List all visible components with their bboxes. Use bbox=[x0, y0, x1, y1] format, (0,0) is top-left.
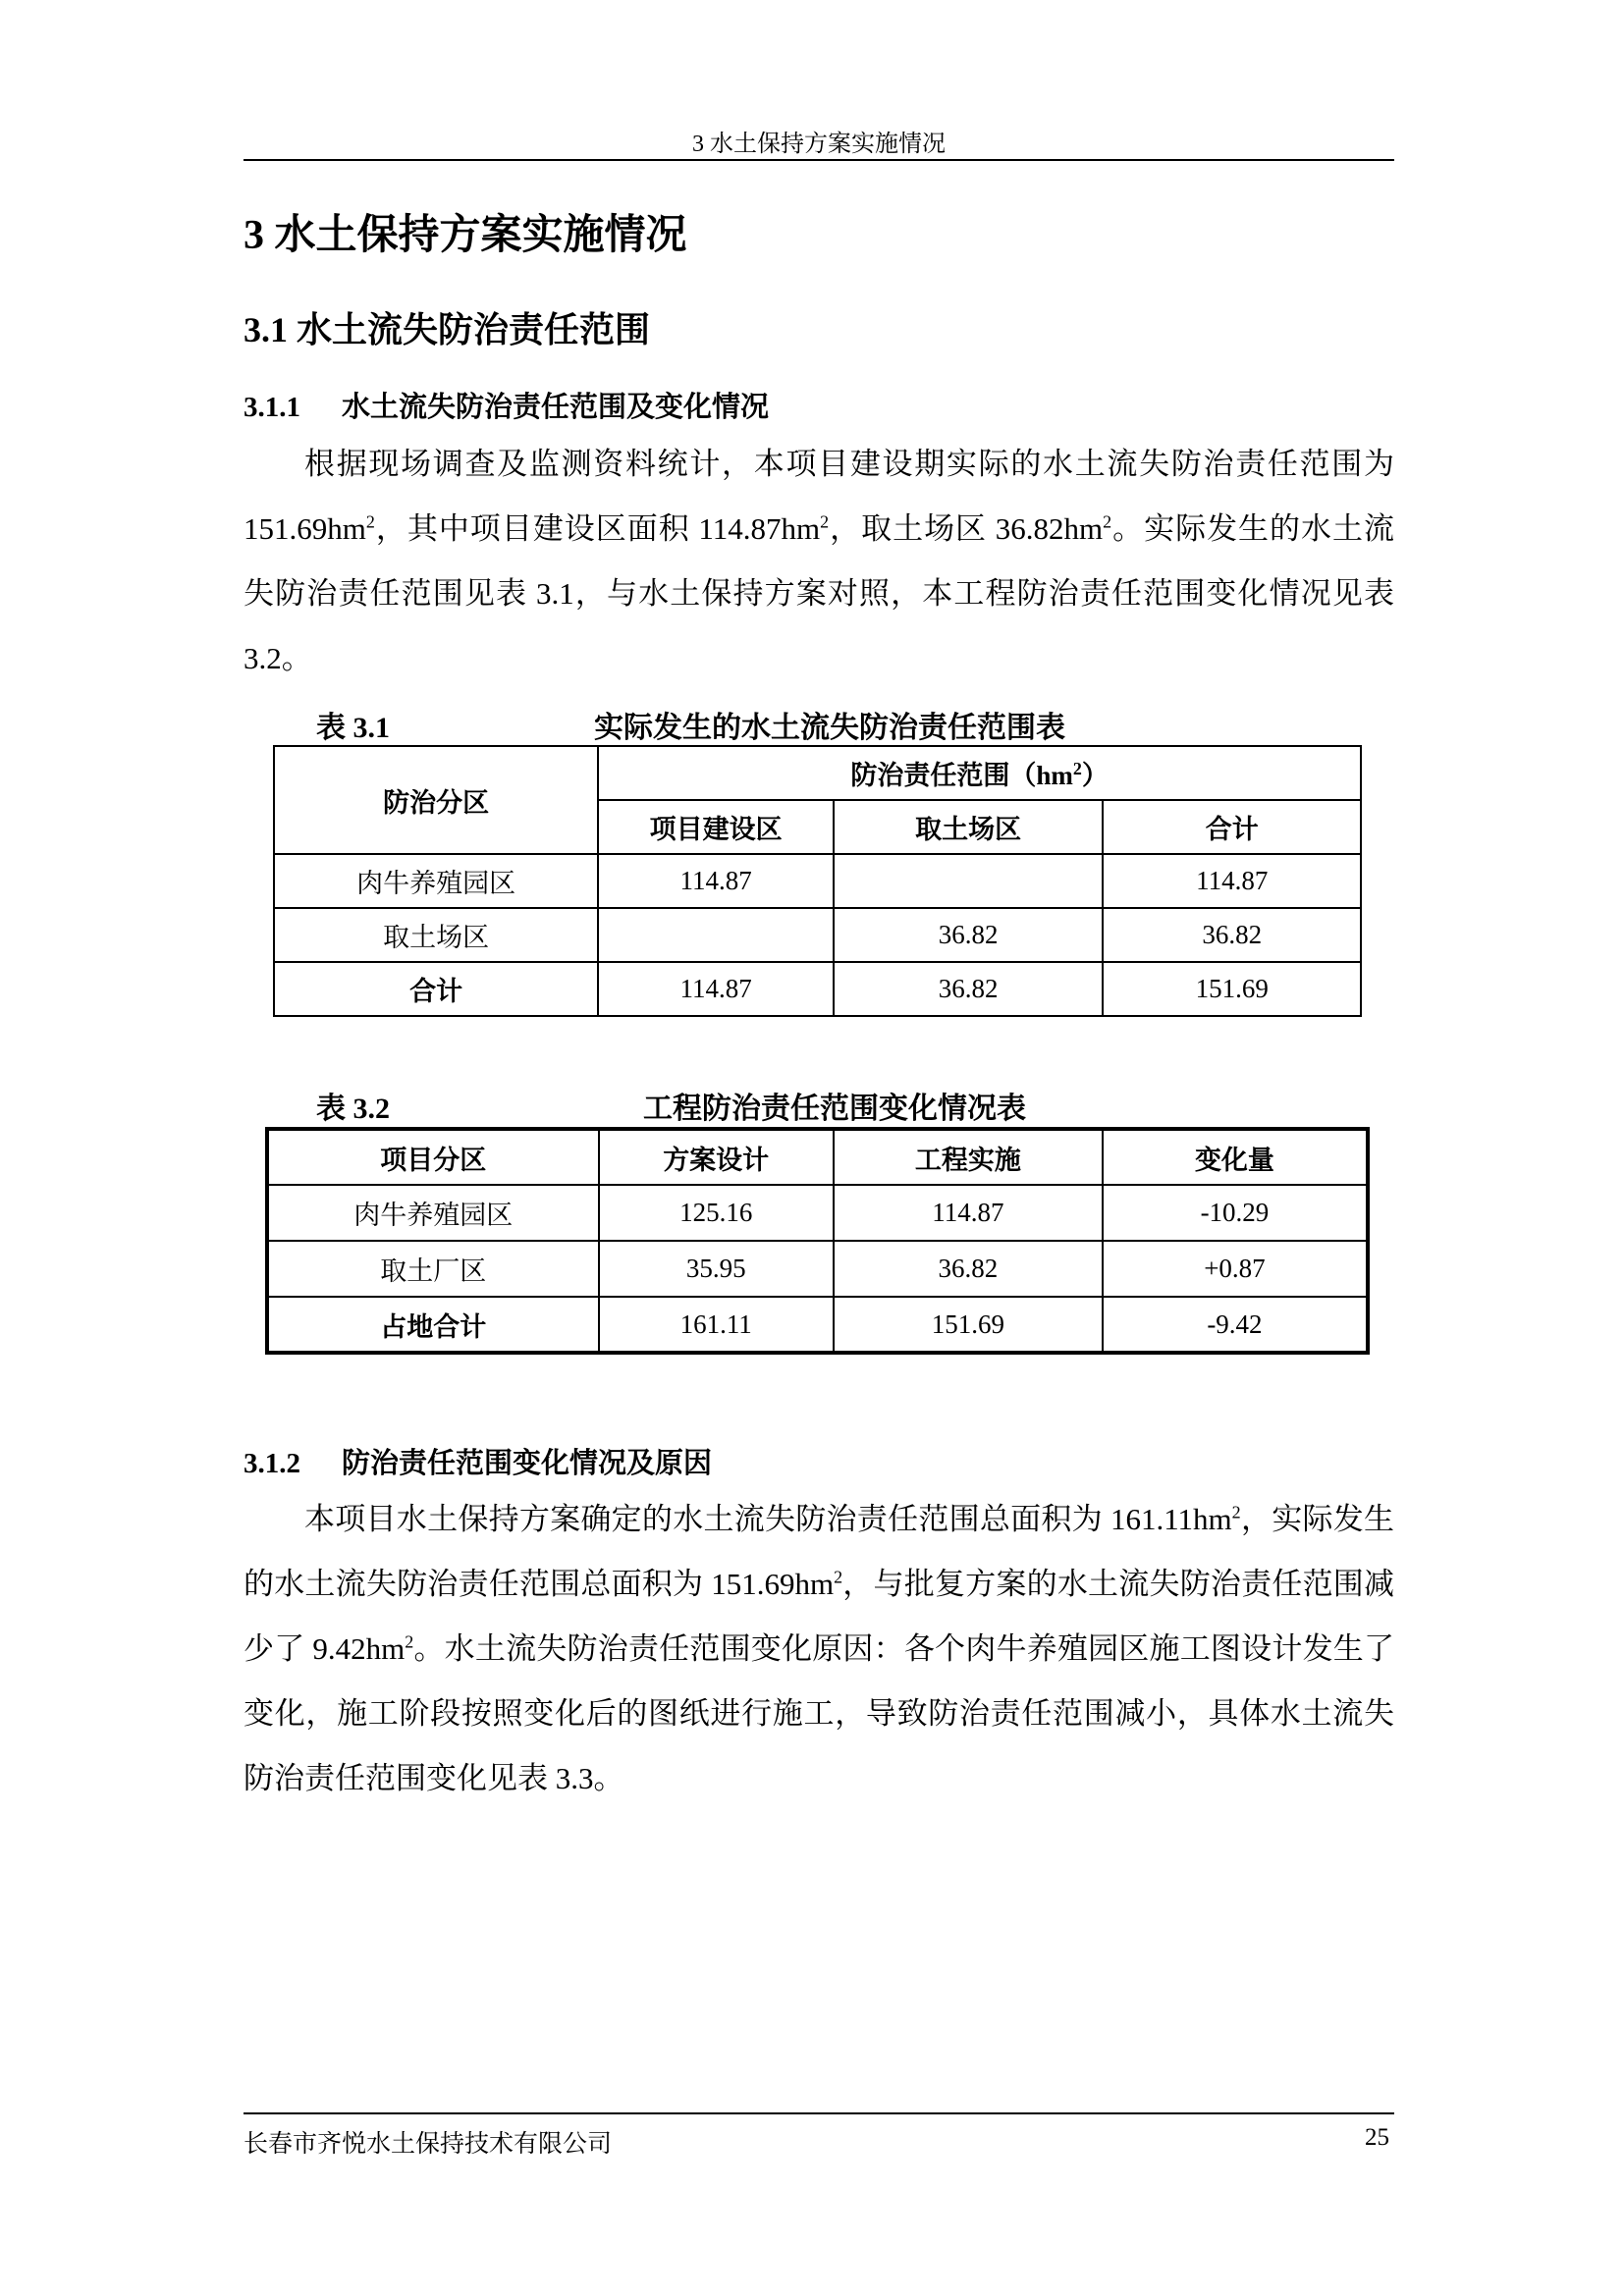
text: 。水土流失防治责任范围变化原因：各个肉牛养殖园区施工图设计发生了变化，施工阶段按照变化后的图纸进行施工，导致防治责任范围减小，具体水土流失防治责任范围变化见表 3.3。 bbox=[244, 1631, 1394, 1795]
cell: 151.69 bbox=[1103, 962, 1361, 1016]
cell: 114.87 bbox=[598, 854, 834, 908]
sup: 2 bbox=[1231, 1502, 1241, 1522]
col-header: 项目建设区 bbox=[598, 800, 834, 854]
table-row bbox=[274, 908, 1361, 962]
table-3-1-title: 实际发生的水土流失防治责任范围表 bbox=[594, 712, 1065, 744]
col-header: 项目分区 bbox=[267, 1129, 599, 1185]
chapter-title: 3 水土保持方案实施情况 bbox=[244, 213, 687, 258]
cell: -10.29 bbox=[1103, 1185, 1368, 1241]
cell bbox=[834, 854, 1104, 908]
text: ，其中项目建设区面积 114.87hm bbox=[374, 511, 821, 546]
subsection-label: 防治责任范围变化情况及原因 bbox=[342, 1448, 713, 1479]
cell: 肉牛养殖园区 bbox=[267, 1185, 599, 1241]
table-3-1-number: 表 3.1 bbox=[316, 712, 390, 744]
table-3-2-title: 工程防治责任范围变化情况表 bbox=[643, 1093, 1026, 1125]
cell: 取土场区 bbox=[274, 908, 598, 962]
cell: 125.16 bbox=[599, 1185, 834, 1241]
cell: 36.82 bbox=[834, 962, 1104, 1016]
table-row bbox=[267, 1241, 1368, 1297]
header-zone: 防治分区 bbox=[274, 746, 598, 854]
subsection-title-3-1-1 bbox=[244, 385, 769, 425]
cell: 114.87 bbox=[834, 1185, 1103, 1241]
cell: -9.42 bbox=[1103, 1297, 1368, 1353]
subsection-number: 3.1.2 bbox=[244, 1448, 300, 1479]
table-row bbox=[274, 962, 1361, 1016]
running-header: 3 水土保持方案实施情况 bbox=[692, 132, 946, 157]
subsection-label: 水土流失防治责任范围及变化情况 bbox=[342, 392, 770, 423]
cell: 151.69 bbox=[834, 1297, 1103, 1353]
sup: 2 bbox=[405, 1631, 414, 1652]
table-3-2-number: 表 3.2 bbox=[316, 1093, 390, 1125]
cell: 取土厂区 bbox=[267, 1241, 599, 1297]
text: ，实际发生的水土流失防治责任范围总面积为 151.69hm bbox=[244, 1502, 1395, 1601]
cell: 114.87 bbox=[598, 962, 834, 1016]
table-row bbox=[267, 1297, 1368, 1353]
col-header: 方案设计 bbox=[599, 1129, 834, 1185]
sup: 2 bbox=[834, 1567, 843, 1587]
page-number: 25 bbox=[1365, 2124, 1389, 2151]
footer-rule bbox=[244, 2112, 1394, 2114]
subsection-title-3-1-2 bbox=[244, 1441, 712, 1481]
text: 本项目水土保持方案确定的水土流失防治责任范围总面积为 161.11hm bbox=[304, 1502, 1232, 1536]
cell bbox=[598, 908, 834, 962]
header-rule bbox=[244, 159, 1394, 161]
sup: 2 bbox=[1103, 511, 1112, 532]
text: ，与批复方案的水土流失防治责任范围减少了 9.42hm bbox=[244, 1567, 1394, 1666]
cell: 161.11 bbox=[599, 1297, 834, 1353]
text: ，取土场区 36.82hm bbox=[829, 511, 1104, 546]
cell: 肉牛养殖园区 bbox=[274, 854, 598, 908]
footer-company: 长春市齐悦水土保持技术有限公司 bbox=[244, 2131, 613, 2158]
col-header: 合计 bbox=[1103, 800, 1361, 854]
cell: 合计 bbox=[274, 962, 598, 1016]
sup: 2 bbox=[820, 511, 830, 532]
subsection-number: 3.1.1 bbox=[244, 392, 300, 423]
cell: 36.82 bbox=[1103, 908, 1361, 962]
cell: 114.87 bbox=[1103, 854, 1361, 908]
header-range: 防治责任范围$(hm^2)$ bbox=[598, 746, 1361, 800]
cell: 36.82 bbox=[834, 1241, 1103, 1297]
text: 根据现场调查及监测资料统计，本项目建设期实际的水土流失防治责任范围为 151.69hm bbox=[244, 447, 1394, 546]
table-row bbox=[274, 854, 1361, 908]
paragraph-1 bbox=[244, 432, 1394, 691]
col-header: 取土场区 bbox=[834, 800, 1104, 854]
cell: 35.95 bbox=[599, 1241, 834, 1297]
section-title: 3.1 水土流失防治责任范围 bbox=[244, 310, 651, 349]
col-header: 变化量 bbox=[1103, 1129, 1368, 1185]
cell: 36.82 bbox=[834, 908, 1104, 962]
table-3-1 bbox=[273, 745, 1362, 1017]
table-row bbox=[267, 1185, 1368, 1241]
sup: 2 bbox=[365, 511, 375, 532]
text: 。实际发生的水土流失防治责任范围见表 3.1，与水土保持方案对照，本工程防治责任范围变化情况见表 3.2。 bbox=[244, 511, 1394, 675]
cell: 占地合计 bbox=[267, 1297, 599, 1353]
table-3-2 bbox=[265, 1127, 1370, 1355]
paragraph-2 bbox=[244, 1487, 1394, 1811]
col-header: 工程实施 bbox=[834, 1129, 1103, 1185]
cell: +0.87 bbox=[1103, 1241, 1368, 1297]
